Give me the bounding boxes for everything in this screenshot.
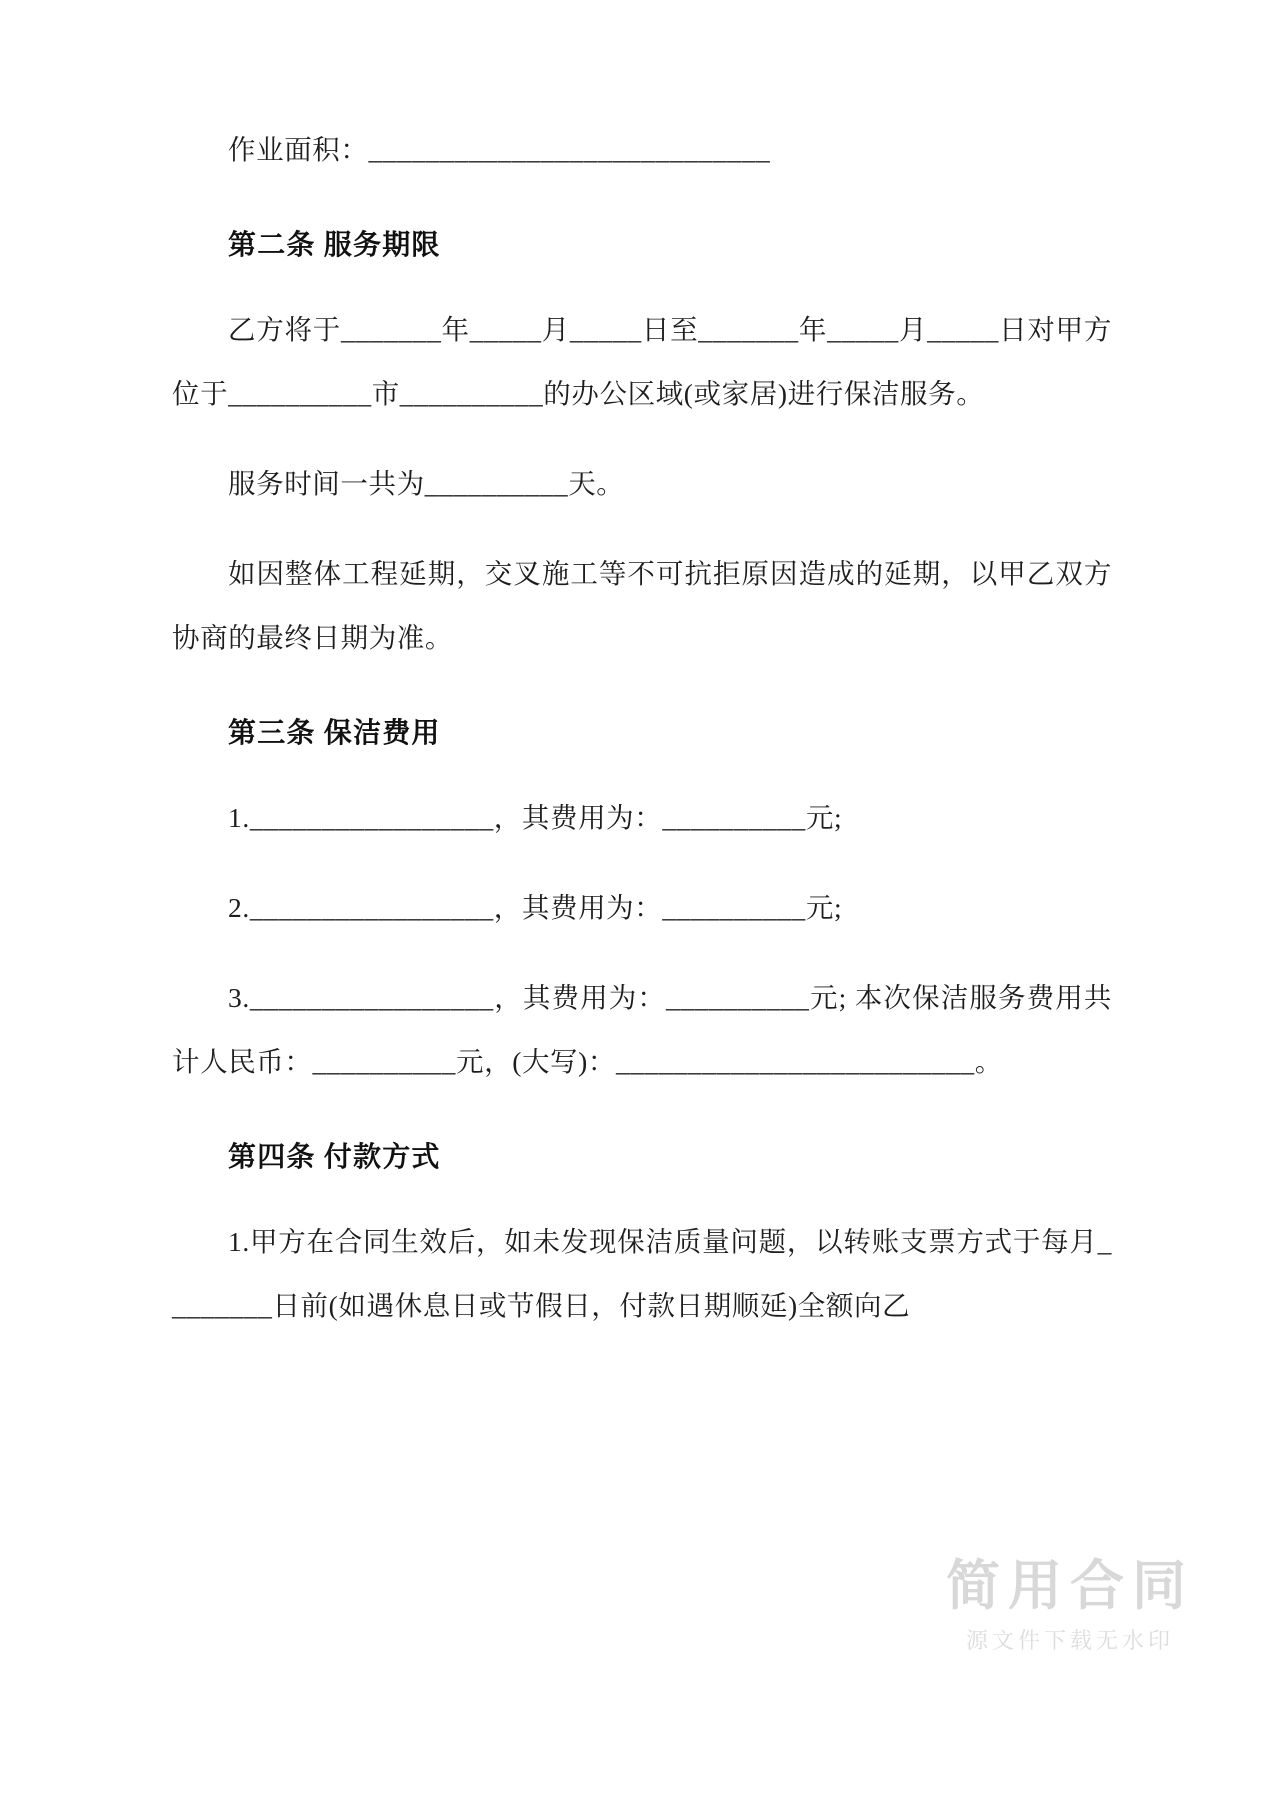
spacer xyxy=(172,760,1112,786)
spacer xyxy=(172,670,1112,708)
paragraph-work-area: 作业面积：____________________________ xyxy=(228,134,771,165)
paragraph-fee-item-1: 1._________________，其费用为：__________元; xyxy=(228,802,843,833)
spacer xyxy=(172,1184,1112,1210)
watermark xyxy=(946,1556,1194,1658)
paragraph-payment-method: 1.甲方在合同生效后，如未发现保洁质量问题，以转账支票方式于每月________日前(如遇休息日或节假日，付款日期顺延)全额向乙 xyxy=(172,1226,1112,1321)
watermark-title: 简用合同 xyxy=(946,1556,1194,1616)
spacer xyxy=(172,1094,1112,1132)
heading-article-3: 第三条 保洁费用 xyxy=(228,718,441,749)
spacer xyxy=(172,426,1112,452)
spacer xyxy=(172,182,1112,220)
document-body xyxy=(172,118,1112,1338)
heading-article-4: 第四条 付款方式 xyxy=(228,1142,441,1173)
heading-article-2: 第二条 服务期限 xyxy=(228,230,441,261)
spacer xyxy=(172,850,1112,876)
paragraph-delay-clause: 如因整体工程延期，交叉施工等不可抗拒原因造成的延期，以甲乙双方协商的最终日期为准。 xyxy=(172,558,1112,653)
paragraph-total-days: 服务时间一共为__________天。 xyxy=(228,468,625,499)
spacer xyxy=(172,940,1112,966)
spacer xyxy=(172,272,1112,298)
spacer xyxy=(172,516,1112,542)
paragraph-fee-item-3-total: 3._________________，其费用为：__________元; 本次保洁服务费用共计人民币：__________元，(大写)：_________________________。 xyxy=(172,982,1112,1077)
watermark-subtitle: 源文件下载无水印 xyxy=(965,1628,1174,1653)
paragraph-service-period: 乙方将于_______年_____月_____日至_______年_____月_____日对甲方位于__________市__________的办公区域(或家居)进行保洁服务。 xyxy=(172,314,1112,409)
paragraph-fee-item-2: 2._________________，其费用为：__________元; xyxy=(228,892,843,923)
